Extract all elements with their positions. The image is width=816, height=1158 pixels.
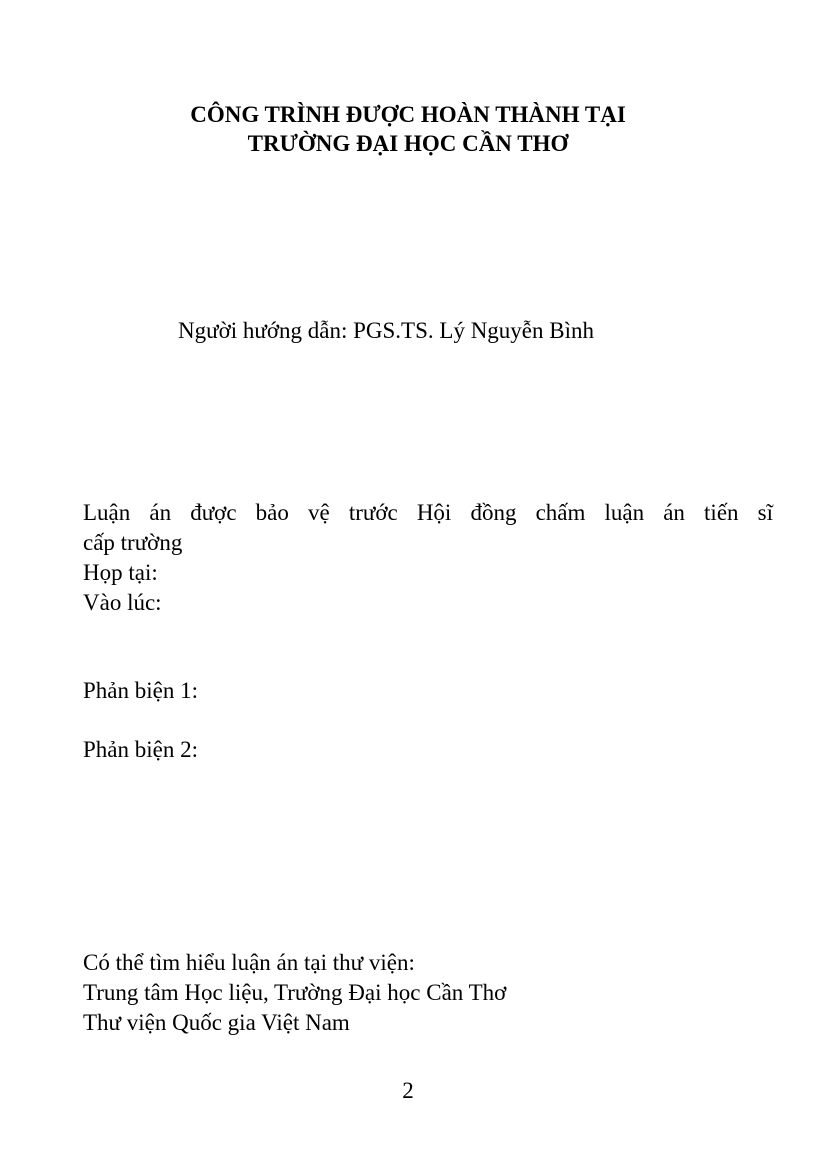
page-title <box>0 100 816 158</box>
page-number: 2 <box>402 1078 414 1103</box>
title-line-1: CÔNG TRÌNH ĐƯỢC HOÀN THÀNH TẠI <box>190 102 626 127</box>
venue-label: Họp tại: <box>83 560 158 585</box>
reviewer-1-label: Phản biện 1: <box>83 678 198 703</box>
time-label: Vào lúc: <box>83 590 162 615</box>
defense-info <box>83 498 773 618</box>
library-intro: Có thể tìm hiểu luận án tại thư viện: <box>83 950 415 975</box>
title-line-2: TRƯỜNG ĐẠI HỌC CẦN THƠ <box>247 131 569 156</box>
defense-statement-line-2: cấp trường <box>83 530 183 555</box>
library-info <box>83 948 506 1038</box>
library-location-1: Trung tâm Học liệu, Trường Đại học Cần Thơ <box>83 980 507 1005</box>
defense-statement-line-1: Luận án được bảo vệ trước Hội đồng chấm luận án tiến sĩ <box>83 500 773 525</box>
reviewer-2-label: Phản biện 2: <box>83 737 198 762</box>
library-location-2: Thư viện Quốc gia Việt Nam <box>83 1010 350 1035</box>
advisor-line: Người hướng dẫn: PGS.TS. Lý Nguyễn Bình <box>178 318 594 343</box>
